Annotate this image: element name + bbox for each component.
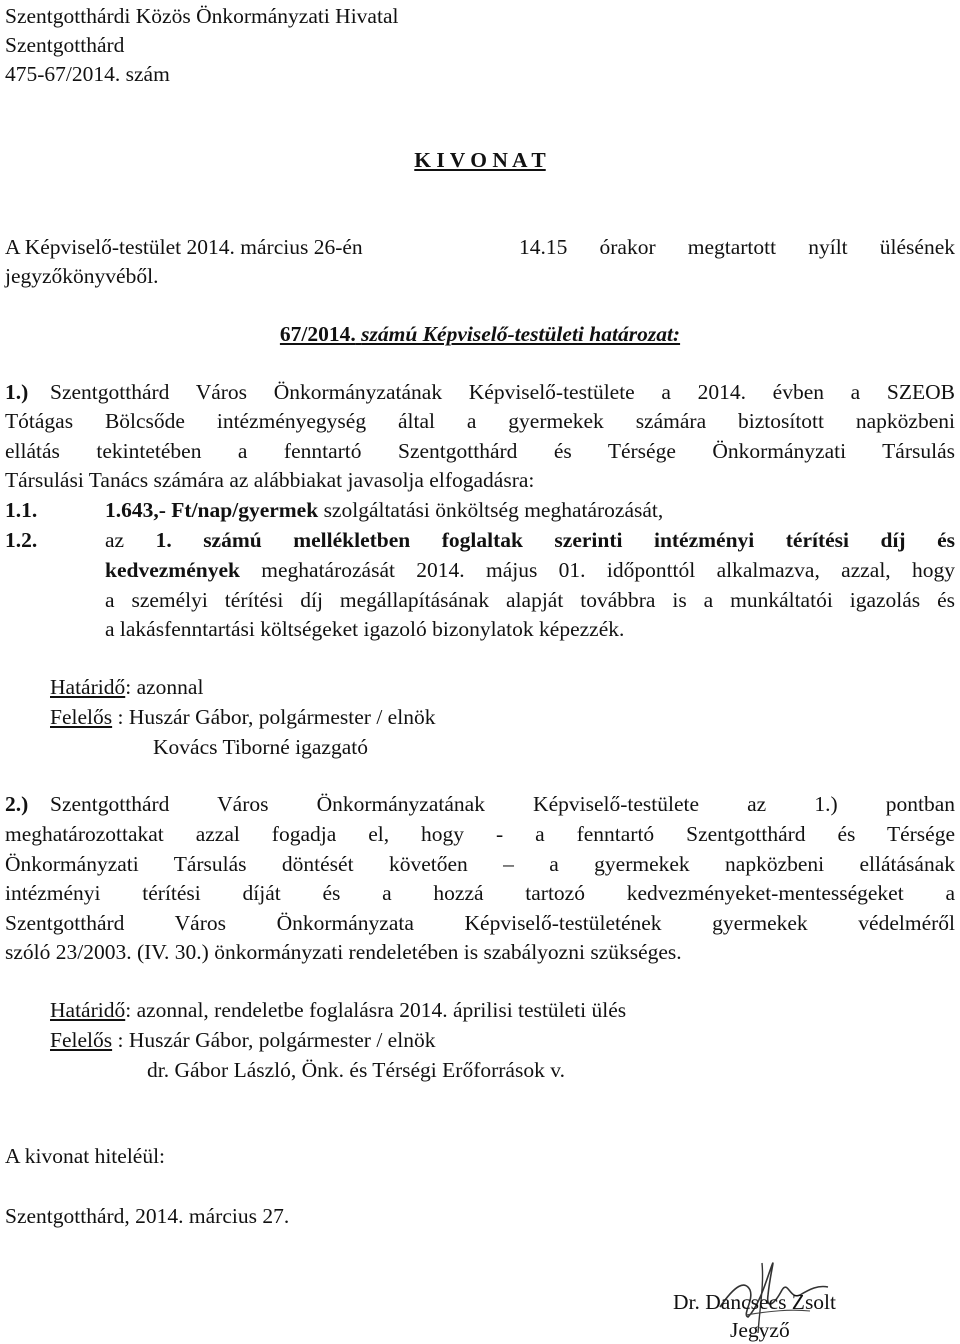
- resolution-title: [0, 320, 960, 348]
- point1-line2: Tótágas Bölcsőde intézményegység által a gyermekek számára biztosított napközbeni: [5, 409, 955, 433]
- point2-deadline-label: Határidő: [50, 998, 126, 1022]
- point2-line4: intézményi térítési díját és a hozzá tartozó kedvezményeket-mentességeket a: [5, 881, 955, 905]
- point1-sub2-bold: 1. számú mellékletben foglaltak szerinti intézményi térítési díj és: [155, 528, 955, 552]
- intro-line1-b: 14.15 órakor megtartott nyílt ülésének: [519, 235, 955, 259]
- point1-sub2-line1: [105, 526, 955, 554]
- point2-responsible: [50, 1026, 435, 1054]
- place-date: Szentgotthárd, 2014. március 27.: [5, 1204, 290, 1228]
- document-title: K I V O N A T: [414, 148, 546, 172]
- point1-deadline-value: : azonnal: [125, 675, 204, 699]
- point1-responsible-2: Kovács Tiborné igazgató: [153, 735, 368, 759]
- point2-line5: Szentgotthárd Város Önkormányzata Képviselő-testületének gyermekek védelméről: [5, 911, 955, 935]
- point1-sub1-number: 1.1.: [5, 498, 38, 522]
- point2-number: 2.): [5, 792, 29, 816]
- point1-sub1-cost: 1.643,- Ft/nap/gyermek: [105, 498, 319, 522]
- point1-sub2-line2-text: meghatározását 2014. május 01. időponttól alkalmazva, azzal, hogy: [239, 558, 955, 582]
- point2-deadline: [50, 996, 626, 1024]
- point2-responsible-2: dr. Gábor László, Önk. és Térségi Erőforrások v.: [147, 1058, 565, 1082]
- point1-sub2-line4: a lakásfenntartási költségeket igazoló bizonylatok képezzék.: [105, 617, 625, 641]
- signer-title: Jegyző: [730, 1318, 790, 1342]
- point1-responsible-label: Felelős: [50, 705, 113, 729]
- point1-sub1: [105, 496, 663, 524]
- point1-deadline-label: Határidő: [50, 675, 126, 699]
- point2-line6: szóló 23/2003. (IV. 30.) önkormányzati rendeletében is szabályozni szükséges.: [5, 940, 682, 964]
- office-name: Szentgotthárdi Közös Önkormányzati Hivatal: [5, 4, 399, 28]
- point1-sub2-line3: a személyi térítési díj megállapításának alapját továbbra is a munkáltatói igazolás és: [105, 588, 955, 612]
- point1-sub1-text: szolgáltatási önköltség meghatározását,: [318, 498, 664, 522]
- point1-deadline: [50, 673, 203, 701]
- resolution-number: 67/2014.: [279, 322, 356, 346]
- point1-sub2-line2: [105, 556, 955, 584]
- point1-line3: ellátás tekintetében a fenntartó Szentgotthárd és Térsége Önkormányzati Társulás: [5, 439, 955, 463]
- intro-line2: jegyzőkönyvéből.: [5, 264, 159, 288]
- point1-responsible: [50, 703, 435, 731]
- authentication-label: A kivonat hiteléül:: [5, 1144, 166, 1168]
- point1-responsible-value: : Huszár Gábor, polgármester / elnök: [112, 705, 436, 729]
- point1-sub2-discounts: kedvezmények: [105, 558, 240, 582]
- point2-line1: Szentgotthárd Város Önkormányzatának Képviselő-testülete az 1.) pontban: [50, 792, 955, 816]
- point1-sub2-number: 1.2.: [5, 528, 38, 552]
- point1-line1: Szentgotthárd Város Önkormányzatának Képviselő-testülete a 2014. évben a SZEOB: [50, 380, 955, 404]
- resolution-title-text: számú Képviselő-testületi határozat:: [361, 322, 681, 346]
- office-city: Szentgotthárd: [5, 33, 125, 57]
- point2-line2: meghatározottakat azzal fogadja el, hogy - a fenntartó Szentgotthárd és Térsége: [5, 822, 955, 846]
- point1-sub2-prefix: az: [105, 528, 156, 552]
- point1-number: 1.): [5, 380, 29, 404]
- point2-responsible-value: : Huszár Gábor, polgármester / elnök: [112, 1028, 436, 1052]
- point2-line3: Önkormányzati Társulás döntését követően – a gyermekek napközbeni ellátásának: [5, 852, 955, 876]
- signer-name: Dr. Dancsecs Zsolt: [673, 1290, 837, 1314]
- point1-line4: Társulási Tanács számára az alábbiakat javasolja elfogadásra:: [5, 468, 535, 492]
- point2-deadline-value: : azonnal, rendeletbe foglalásra 2014. áprilisi testületi ülés: [125, 998, 627, 1022]
- intro-line1-a: A Képviselő-testület 2014. március 26-én: [5, 235, 363, 259]
- document-number: 475-67/2014. szám: [5, 62, 170, 86]
- point2-responsible-label: Felelős: [50, 1028, 113, 1052]
